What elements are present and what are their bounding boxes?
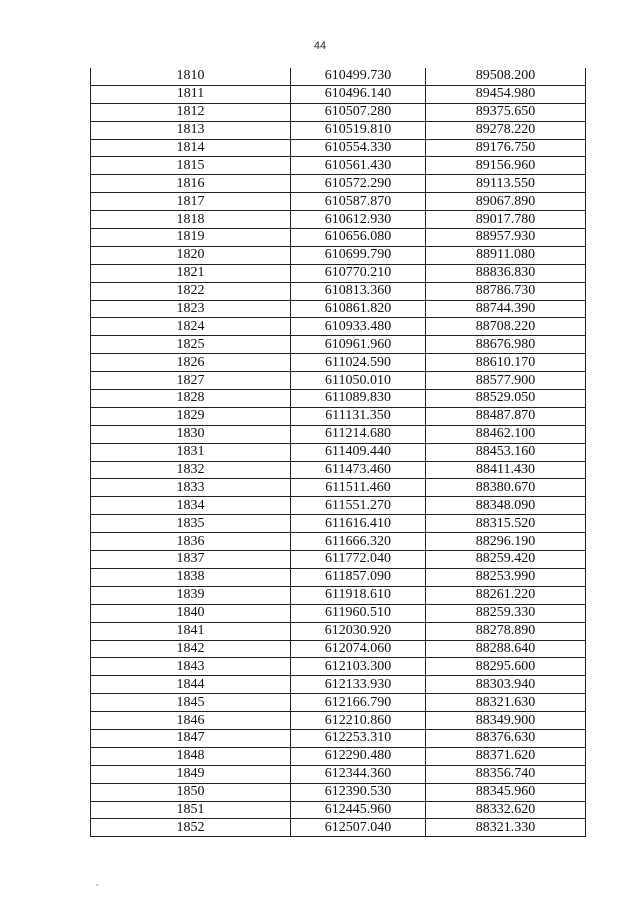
table-row	[91, 515, 586, 533]
table-row	[91, 801, 586, 819]
table-row	[91, 479, 586, 497]
scan-speck	[96, 884, 98, 886]
table-row	[91, 85, 586, 103]
table-row	[91, 425, 586, 443]
y-coordinate-cell: 88303.940	[426, 676, 586, 694]
y-coordinate-cell: 88295.600	[426, 658, 586, 676]
table-row	[91, 407, 586, 425]
point-number-cell: 1829	[91, 407, 291, 425]
point-number-cell: 1839	[91, 586, 291, 604]
table-row	[91, 246, 586, 264]
y-coordinate-cell: 89176.750	[426, 139, 586, 157]
point-number-cell: 1835	[91, 515, 291, 533]
y-coordinate-cell: 88288.640	[426, 640, 586, 658]
point-number-cell: 1816	[91, 175, 291, 193]
table-row	[91, 318, 586, 336]
table-row	[91, 193, 586, 211]
table-row	[91, 747, 586, 765]
point-number-cell: 1833	[91, 479, 291, 497]
point-number-cell: 1831	[91, 443, 291, 461]
x-coordinate-cell: 611050.010	[291, 372, 426, 390]
y-coordinate-cell: 88259.330	[426, 604, 586, 622]
y-coordinate-cell: 88957.930	[426, 229, 586, 247]
x-coordinate-cell: 611551.270	[291, 497, 426, 515]
point-number-cell: 1843	[91, 658, 291, 676]
table-row	[91, 622, 586, 640]
y-coordinate-cell: 88744.390	[426, 300, 586, 318]
table-row	[91, 390, 586, 408]
point-number-cell: 1820	[91, 246, 291, 264]
x-coordinate-cell: 612166.790	[291, 694, 426, 712]
y-coordinate-cell: 88278.890	[426, 622, 586, 640]
y-coordinate-cell: 88453.160	[426, 443, 586, 461]
point-number-cell: 1827	[91, 372, 291, 390]
x-coordinate-cell: 610656.080	[291, 229, 426, 247]
y-coordinate-cell: 88321.630	[426, 694, 586, 712]
point-number-cell: 1850	[91, 783, 291, 801]
point-number-cell: 1826	[91, 354, 291, 372]
y-coordinate-cell: 89508.200	[426, 68, 586, 85]
point-number-cell: 1814	[91, 139, 291, 157]
table-row	[91, 300, 586, 318]
point-number-cell: 1815	[91, 157, 291, 175]
x-coordinate-cell: 612344.360	[291, 765, 426, 783]
x-coordinate-cell: 611131.350	[291, 407, 426, 425]
point-number-cell: 1817	[91, 193, 291, 211]
table-row	[91, 282, 586, 300]
table-row	[91, 729, 586, 747]
y-coordinate-cell: 88371.620	[426, 747, 586, 765]
x-coordinate-cell: 611409.440	[291, 443, 426, 461]
table-row	[91, 676, 586, 694]
point-number-cell: 1837	[91, 551, 291, 569]
table-row	[91, 640, 586, 658]
point-number-cell: 1851	[91, 801, 291, 819]
x-coordinate-cell: 611918.610	[291, 586, 426, 604]
y-coordinate-cell: 88261.220	[426, 586, 586, 604]
y-coordinate-cell: 88348.090	[426, 497, 586, 515]
x-coordinate-cell: 611616.410	[291, 515, 426, 533]
table-row	[91, 211, 586, 229]
table-row	[91, 68, 586, 85]
y-coordinate-cell: 88836.830	[426, 264, 586, 282]
x-coordinate-cell: 610861.820	[291, 300, 426, 318]
point-number-cell: 1846	[91, 712, 291, 730]
point-number-cell: 1840	[91, 604, 291, 622]
table-row	[91, 264, 586, 282]
table-row	[91, 694, 586, 712]
x-coordinate-cell: 611960.510	[291, 604, 426, 622]
table-row	[91, 139, 586, 157]
point-number-cell: 1822	[91, 282, 291, 300]
table-row	[91, 229, 586, 247]
y-coordinate-cell: 88376.630	[426, 729, 586, 747]
point-number-cell: 1847	[91, 729, 291, 747]
point-number-cell: 1824	[91, 318, 291, 336]
table-row	[91, 604, 586, 622]
x-coordinate-cell: 610699.790	[291, 246, 426, 264]
x-coordinate-cell: 611772.040	[291, 551, 426, 569]
x-coordinate-cell: 610554.330	[291, 139, 426, 157]
y-coordinate-cell: 88321.330	[426, 819, 586, 837]
y-coordinate-cell: 88462.100	[426, 425, 586, 443]
x-coordinate-cell: 611024.590	[291, 354, 426, 372]
x-coordinate-cell: 612390.530	[291, 783, 426, 801]
x-coordinate-cell: 612133.930	[291, 676, 426, 694]
y-coordinate-cell: 89454.980	[426, 85, 586, 103]
point-number-cell: 1838	[91, 568, 291, 586]
table-row	[91, 783, 586, 801]
y-coordinate-cell: 89375.650	[426, 103, 586, 121]
x-coordinate-cell: 611473.460	[291, 461, 426, 479]
table-row	[91, 336, 586, 354]
table-row	[91, 551, 586, 569]
table-row	[91, 658, 586, 676]
coordinates-table	[90, 68, 586, 837]
point-number-cell: 1848	[91, 747, 291, 765]
x-coordinate-cell: 611089.830	[291, 390, 426, 408]
point-number-cell: 1852	[91, 819, 291, 837]
point-number-cell: 1821	[91, 264, 291, 282]
y-coordinate-cell: 88676.980	[426, 336, 586, 354]
x-coordinate-cell: 612074.060	[291, 640, 426, 658]
point-number-cell: 1834	[91, 497, 291, 515]
table-row	[91, 568, 586, 586]
table-row	[91, 157, 586, 175]
y-coordinate-cell: 88529.050	[426, 390, 586, 408]
y-coordinate-cell: 88487.870	[426, 407, 586, 425]
x-coordinate-cell: 610496.140	[291, 85, 426, 103]
point-number-cell: 1811	[91, 85, 291, 103]
y-coordinate-cell: 88253.990	[426, 568, 586, 586]
x-coordinate-cell: 610587.870	[291, 193, 426, 211]
point-number-cell: 1813	[91, 121, 291, 139]
y-coordinate-cell: 88296.190	[426, 533, 586, 551]
x-coordinate-cell: 611857.090	[291, 568, 426, 586]
x-coordinate-cell: 611511.460	[291, 479, 426, 497]
point-number-cell: 1825	[91, 336, 291, 354]
point-number-cell: 1832	[91, 461, 291, 479]
table-row	[91, 819, 586, 837]
table-row	[91, 175, 586, 193]
x-coordinate-cell: 611666.320	[291, 533, 426, 551]
point-number-cell: 1842	[91, 640, 291, 658]
table-row	[91, 121, 586, 139]
x-coordinate-cell: 612507.040	[291, 819, 426, 837]
x-coordinate-cell: 610612.930	[291, 211, 426, 229]
y-coordinate-cell: 88610.170	[426, 354, 586, 372]
x-coordinate-cell: 612445.960	[291, 801, 426, 819]
y-coordinate-cell: 88786.730	[426, 282, 586, 300]
y-coordinate-cell: 88356.740	[426, 765, 586, 783]
table-row	[91, 443, 586, 461]
y-coordinate-cell: 88380.670	[426, 479, 586, 497]
x-coordinate-cell: 610933.480	[291, 318, 426, 336]
x-coordinate-cell: 610499.730	[291, 68, 426, 85]
x-coordinate-cell: 610770.210	[291, 264, 426, 282]
y-coordinate-cell: 88259.420	[426, 551, 586, 569]
point-number-cell: 1841	[91, 622, 291, 640]
table-row	[91, 586, 586, 604]
x-coordinate-cell: 612030.920	[291, 622, 426, 640]
y-coordinate-cell: 88332.620	[426, 801, 586, 819]
x-coordinate-cell: 612103.300	[291, 658, 426, 676]
x-coordinate-cell: 610561.430	[291, 157, 426, 175]
x-coordinate-cell: 611214.680	[291, 425, 426, 443]
y-coordinate-cell: 88708.220	[426, 318, 586, 336]
table-row	[91, 497, 586, 515]
x-coordinate-cell: 612210.860	[291, 712, 426, 730]
y-coordinate-cell: 89017.780	[426, 211, 586, 229]
coordinates-table-body	[91, 68, 586, 837]
table-row	[91, 372, 586, 390]
x-coordinate-cell: 612253.310	[291, 729, 426, 747]
table-row	[91, 461, 586, 479]
table-row	[91, 354, 586, 372]
point-number-cell: 1819	[91, 229, 291, 247]
table-row	[91, 103, 586, 121]
y-coordinate-cell: 89278.220	[426, 121, 586, 139]
point-number-cell: 1849	[91, 765, 291, 783]
point-number-cell: 1823	[91, 300, 291, 318]
point-number-cell: 1845	[91, 694, 291, 712]
point-number-cell: 1836	[91, 533, 291, 551]
point-number-cell: 1828	[91, 390, 291, 408]
y-coordinate-cell: 89156.960	[426, 157, 586, 175]
x-coordinate-cell: 610519.810	[291, 121, 426, 139]
y-coordinate-cell: 88345.960	[426, 783, 586, 801]
x-coordinate-cell: 610813.360	[291, 282, 426, 300]
point-number-cell: 1844	[91, 676, 291, 694]
page-number: 44	[313, 40, 327, 52]
y-coordinate-cell: 88315.520	[426, 515, 586, 533]
table-row	[91, 533, 586, 551]
point-number-cell: 1830	[91, 425, 291, 443]
x-coordinate-cell: 610572.290	[291, 175, 426, 193]
point-number-cell: 1810	[91, 68, 291, 85]
y-coordinate-cell: 89113.550	[426, 175, 586, 193]
table-row	[91, 765, 586, 783]
table-row	[91, 712, 586, 730]
y-coordinate-cell: 89067.890	[426, 193, 586, 211]
point-number-cell: 1812	[91, 103, 291, 121]
x-coordinate-cell: 612290.480	[291, 747, 426, 765]
y-coordinate-cell: 88411.430	[426, 461, 586, 479]
x-coordinate-cell: 610507.280	[291, 103, 426, 121]
y-coordinate-cell: 88349.900	[426, 712, 586, 730]
point-number-cell: 1818	[91, 211, 291, 229]
x-coordinate-cell: 610961.960	[291, 336, 426, 354]
y-coordinate-cell: 88911.080	[426, 246, 586, 264]
y-coordinate-cell: 88577.900	[426, 372, 586, 390]
